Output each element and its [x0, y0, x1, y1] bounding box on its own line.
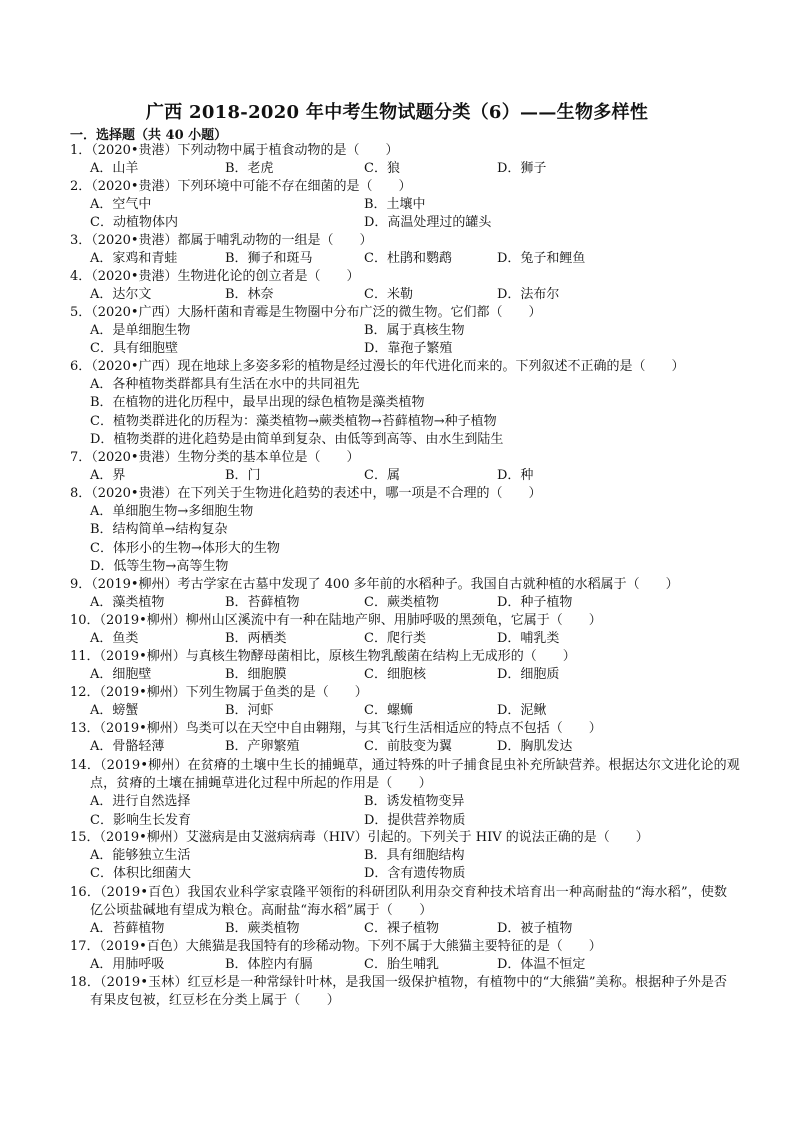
answer-option: A．达尔文 — [90, 287, 152, 303]
answer-option: D．高温处理过的罐头 — [364, 215, 492, 231]
question-stem: 2．（2020•贵港）下列环境中可能不存在细菌的是（ ） — [70, 179, 412, 194]
answer-option: A．鱼类 — [90, 631, 139, 647]
answer-option: B．产卵繁殖 — [225, 739, 300, 755]
answer-option: A．能够独立生活 — [90, 848, 191, 864]
question-stem: 13．（2019•柳州）鸟类可以在天空中自由翱翔，与其飞行生活相适应的特点不包括（ ） — [70, 721, 602, 736]
answer-option: C．裸子植物 — [364, 921, 439, 937]
question-stem: 8．（2020•贵港）在下列关于生物进化趋势的表述中，哪一项是不合理的（ ） — [70, 486, 542, 501]
question-stem: 12．（2019•柳州）下列生物属于鱼类的是（ ） — [70, 685, 368, 700]
answer-option: D．含有遗传物质 — [364, 866, 466, 882]
page-title: 广西 2018-2020 年中考生物试题分类（6）——生物多样性 — [145, 102, 649, 123]
question-stem: 4．（2020•贵港）生物进化论的创立者是（ ） — [70, 269, 360, 284]
answer-option: A．苔藓植物 — [90, 921, 165, 937]
answer-option: B．土壤中 — [364, 197, 426, 213]
question-stem: 1．（2020•贵港）下列动物中属于植食动物的是（ ） — [70, 143, 399, 158]
question-stem: 5．（2020•广西）大肠杆菌和青霉是生物圈中分布广泛的微生物。它们都（ ） — [70, 305, 542, 320]
answer-option: C．体形小的生物→体形大的生物 — [90, 540, 280, 556]
question-stem: 15．（2019•柳州）艾滋病是由艾滋病病毒（HIV）引起的。下列关于 HIV 的说法正确的是（ ） — [70, 830, 649, 845]
answer-option: C．蕨类植物 — [364, 595, 439, 611]
answer-option: B．老虎 — [225, 161, 274, 177]
answer-option: B．蕨类植物 — [225, 921, 300, 937]
answer-option: C．杜鹃和鹦鹉 — [364, 251, 452, 267]
answer-option: C．植物类群进化的历程为：藻类植物→蕨类植物→苔藓植物→种子植物 — [90, 413, 497, 429]
answer-option: D．提供营养物质 — [364, 812, 466, 828]
answer-option: B．河虾 — [225, 703, 274, 719]
answer-option: A．单细胞生物→多细胞生物 — [90, 504, 254, 520]
answer-option: C．爬行类 — [364, 631, 426, 647]
answer-option: D．兔子和鲤鱼 — [497, 251, 586, 267]
answer-option: D．被子植物 — [497, 921, 573, 937]
answer-option: A．骨骼轻薄 — [90, 739, 165, 755]
section-heading: 一．选择题（共 40 小题） — [70, 128, 228, 143]
answer-option: A．山羊 — [90, 161, 139, 177]
answer-option: A．藻类植物 — [90, 595, 165, 611]
answer-option: C．影响生长发育 — [90, 812, 191, 828]
answer-option: A．各种植物类群都具有生活在水中的共同祖先 — [90, 377, 360, 393]
answer-option: D．低等生物→高等生物 — [90, 558, 229, 574]
answer-option: A．进行自然选择 — [90, 794, 191, 810]
answer-option: C．螺蛳 — [364, 703, 413, 719]
answer-option: D．哺乳类 — [497, 631, 560, 647]
answer-option: D．狮子 — [497, 161, 547, 177]
answer-option: B．门 — [225, 468, 261, 484]
answer-option: B．林奈 — [225, 287, 274, 303]
question-stem: 17．（2019•百色）大熊猫是我国特有的珍稀动物。下列不属于大熊猫主要特征的是（ ） — [70, 939, 602, 954]
answer-option: C．米勒 — [364, 287, 413, 303]
answer-option: D．细胞质 — [497, 667, 560, 683]
answer-option: A．是单细胞生物 — [90, 323, 191, 339]
answer-option: C．体积比细菌大 — [90, 866, 191, 882]
answer-option: C．狼 — [364, 161, 400, 177]
answer-option: A．用肺呼吸 — [90, 957, 165, 973]
answer-option: B．属于真核生物 — [364, 323, 465, 339]
answer-option: B．体腔内有膈 — [225, 957, 313, 973]
answer-option: B．结构简单→结构复杂 — [90, 522, 228, 538]
answer-option: D．种子植物 — [497, 595, 573, 611]
answer-option: B．两栖类 — [225, 631, 287, 647]
question-stem: 10．（2019•柳州）柳州山区溪流中有一种在陆地产卵、用肺呼吸的黑颈龟，它属于（ ） — [70, 613, 602, 628]
question-stem: 3．（2020•贵港）都属于哺乳动物的一组是（ ） — [70, 233, 373, 248]
answer-option: A．界 — [90, 468, 126, 484]
answer-option: B．诱发植物变异 — [364, 794, 465, 810]
answer-option: D．靠孢子繁殖 — [364, 341, 453, 357]
answer-option: D．法布尔 — [497, 287, 560, 303]
question-stem: 14．（2019•柳州）在贫瘠的土壤中生长的捕蝇草，通过特殊的叶子捕食昆虫补充所缺营养。根据达尔文进化论的观点，贫瘠的土壤在捕蝇草进化过程中所起的作用是（ ） — [70, 758, 740, 792]
answer-option: A．螃蟹 — [90, 703, 139, 719]
question-stem: 18．（2019•玉林）红豆杉是一种常绿针叶林，是我国一级保护植物，有植物中的“大熊猫”美称。根据种子外是否有果皮包被，红豆杉在分类上属于（ ） — [70, 975, 728, 1009]
answer-option: B．在植物的进化历程中，最早出现的绿色植物是藻类植物 — [90, 395, 425, 411]
answer-option: A．细胞壁 — [90, 667, 152, 683]
answer-option: D．植物类群的进化趋势是由简单到复杂、由低等到高等、由水生到陆生 — [90, 431, 504, 447]
answer-option: D．体温不恒定 — [497, 957, 586, 973]
answer-option: D．泥鳅 — [497, 703, 547, 719]
answer-option: C．动植物体内 — [90, 215, 178, 231]
answer-option: D．种 — [497, 468, 534, 484]
answer-option: C．细胞核 — [364, 667, 426, 683]
answer-option: C．前肢变为翼 — [364, 739, 452, 755]
answer-option: B．狮子和斑马 — [225, 251, 313, 267]
answer-option: A．家鸡和青蛙 — [90, 251, 178, 267]
question-stem: 16．（2019•百色）我国农业科学家袁隆平领衔的科研团队利用杂交育种技术培育出一种高耐盐的“海水稻”，使数亿公顷盐碱地有望成为粮仓。高耐盐“海水稻”属于（ ） — [70, 885, 728, 919]
answer-option: B．细胞膜 — [225, 667, 287, 683]
question-stem: 9．（2019•柳州）考古学家在古墓中发现了 400 多年前的水稻种子。我国自古就种植的水稻属于（ ） — [70, 577, 679, 592]
question-stem: 7．（2020•贵港）生物分类的基本单位是（ ） — [70, 450, 360, 465]
answer-option: A．空气中 — [90, 197, 152, 213]
answer-option: C．具有细胞壁 — [90, 341, 178, 357]
answer-option: D．胸肌发达 — [497, 739, 573, 755]
question-stem: 6．（2020•广西）现在地球上多姿多彩的植物是经过漫长的年代进化而来的。下列叙述不正确的是（ ） — [70, 359, 685, 374]
answer-option: C．胎生哺乳 — [364, 957, 439, 973]
question-stem: 11．（2019•柳州）与真核生物酵母菌相比，原核生物乳酸菌在结构上无成形的（ ） — [70, 649, 576, 664]
answer-option: C．属 — [364, 468, 400, 484]
answer-option: B．苔藓植物 — [225, 595, 300, 611]
answer-option: B．具有细胞结构 — [364, 848, 465, 864]
